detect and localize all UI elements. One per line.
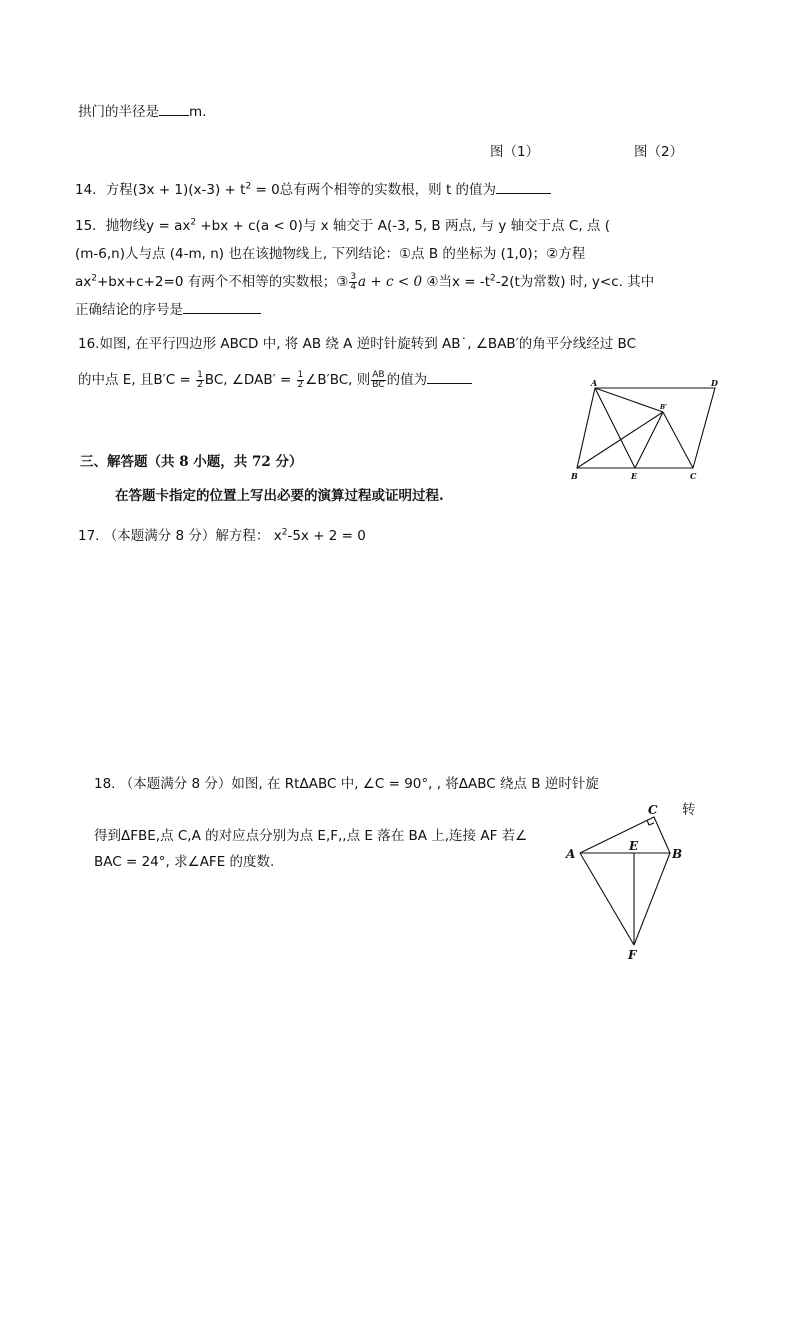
label-b: B (571, 471, 578, 481)
segment-cb-prime (663, 412, 693, 468)
question-15-line-4 (75, 298, 261, 318)
question-18-line-3: BAC = 24°, 求∠AFE 的度数. (94, 854, 275, 870)
q14-answer-blank[interactable] (496, 181, 551, 194)
q16-parallelogram-figure (565, 378, 727, 484)
question-18-line-2: 得到ΔFBE,点 C,A 的对应点分别为点 E,F,,点 E 落在 BA 上,连接 AF 若∠ (94, 828, 528, 844)
q16-fraction-denominator: 2 (197, 379, 203, 390)
segment-eb-prime (635, 412, 663, 468)
label-d: D (711, 378, 718, 388)
q16-fraction-numerator: 1 (297, 369, 304, 380)
label-e: E (631, 471, 638, 481)
q15-text: -2(t为常数) 时, y<c. 其中 (495, 274, 655, 290)
q16-ratio-denominator: BC (372, 379, 385, 390)
q15-text: ax (75, 274, 92, 290)
q17-text: 17. （本题满分 8 分）解方程： x (78, 528, 282, 544)
figure-caption-1: 图（1） (490, 144, 540, 160)
figure-caption-2: 图（2） (634, 144, 684, 160)
q15-text: +bx+c+2=0 有两个不相等的实数根；③ (97, 274, 349, 290)
q15-text: +bx + c(a < 0)与 x 轴交于 A(-3, 5, B 两点, 与 y 轴交于点 C, 点 ( (196, 218, 610, 234)
label-b: B (672, 847, 683, 861)
label-f: F (628, 948, 637, 962)
right-angle-mark (647, 820, 654, 825)
question-18-line-1: 18. （本题满分 8 分）如图, 在 RtΔABC 中, ∠C = 90°, , 将ΔABC 绕点 B 逆时针旋 (94, 776, 599, 792)
segment-af (580, 853, 634, 945)
q15-number: 15． (75, 218, 106, 234)
q16-text: 的中点 E, 且B′C = (78, 372, 196, 388)
q15-text: ④当x = -t (422, 274, 490, 290)
q14-text-pre: 方程(3x + 1)(x-3) + t (105, 182, 246, 198)
q16-ratio-numerator: AB (372, 369, 385, 380)
q15-fraction (349, 273, 357, 292)
question-17 (78, 524, 366, 544)
question-18-line-1-tail: 转 (682, 802, 696, 818)
q15-text: 抛物线y = ax (105, 218, 191, 234)
parallelogram-abcd (577, 388, 715, 468)
q16-fraction-numerator: 1 (197, 369, 203, 380)
q16-half-fraction (196, 371, 204, 390)
section-3-title: 三、解答题（共 8 小题，共 72 分） (80, 454, 303, 470)
q15-fraction-denominator: 4 (350, 281, 357, 292)
question-16-line-2 (78, 368, 472, 390)
q16-fraction-denominator: 2 (297, 379, 304, 390)
question-16-line-1 (78, 332, 636, 352)
q15-exponent: 2 (91, 273, 97, 284)
q15-text: 正确结论的序号是 (75, 302, 183, 318)
q15-inequality: a + c < 0 (358, 274, 423, 290)
label-b-prime: B' (660, 404, 667, 411)
triangle-abc (580, 817, 670, 853)
question-15-line-1 (75, 214, 610, 234)
q16-number: 16. (78, 336, 100, 352)
q16-half-fraction-2 (297, 371, 305, 390)
segment-bf (634, 853, 670, 945)
question-15-line-2: (m-6,n)人与点 (4-m, n) 也在该抛物线上, 下列结论：①点 B 的坐标为 (1,0)；②方程 (75, 246, 586, 262)
q13-unit: m. (189, 104, 207, 120)
q17-text: -5x + 2 = 0 (287, 528, 366, 544)
q14-exponent: 2 (245, 181, 252, 192)
q16-answer-blank[interactable] (427, 371, 472, 384)
q17-exponent: 2 (281, 527, 288, 538)
question-15-line-3 (75, 270, 654, 292)
label-e: E (629, 839, 639, 853)
q13-answer-blank[interactable] (159, 103, 189, 116)
q16-text: ∠B′BC, 则 (305, 372, 371, 388)
q13-tail (78, 100, 206, 120)
q16-text: 的值为 (386, 372, 428, 388)
q15-exponent: 2 (190, 217, 197, 228)
q18-triangle-figure (560, 800, 690, 965)
q16-text: 如图, 在平行四边形 ABCD 中, 将 AB 绕 A 逆时针旋转到 AB˙, ∠BAB′的角平分线经过 BC (99, 336, 636, 352)
q16-text: BC, ∠DAB′ = (204, 372, 296, 388)
section-3-instruction: 在答题卡指定的位置上写出必要的演算过程或证明过程. (115, 488, 444, 504)
q15-exponent: 2 (490, 273, 496, 284)
question-14 (75, 178, 551, 198)
label-c: C (648, 803, 658, 817)
q14-number: 14． (75, 182, 106, 198)
label-a: A (591, 378, 598, 388)
label-c: C (690, 471, 697, 481)
q13-text: 拱门的半径是 (78, 104, 159, 120)
q15-answer-blank[interactable] (183, 301, 261, 314)
q14-text-post: = 0总有两个相等的实数根，则 t 的值为 (251, 182, 497, 198)
segment-bb-prime (577, 412, 663, 468)
q15-fraction-numerator: 3 (350, 271, 357, 282)
label-a: A (566, 847, 576, 861)
q16-ratio-fraction (371, 371, 385, 390)
